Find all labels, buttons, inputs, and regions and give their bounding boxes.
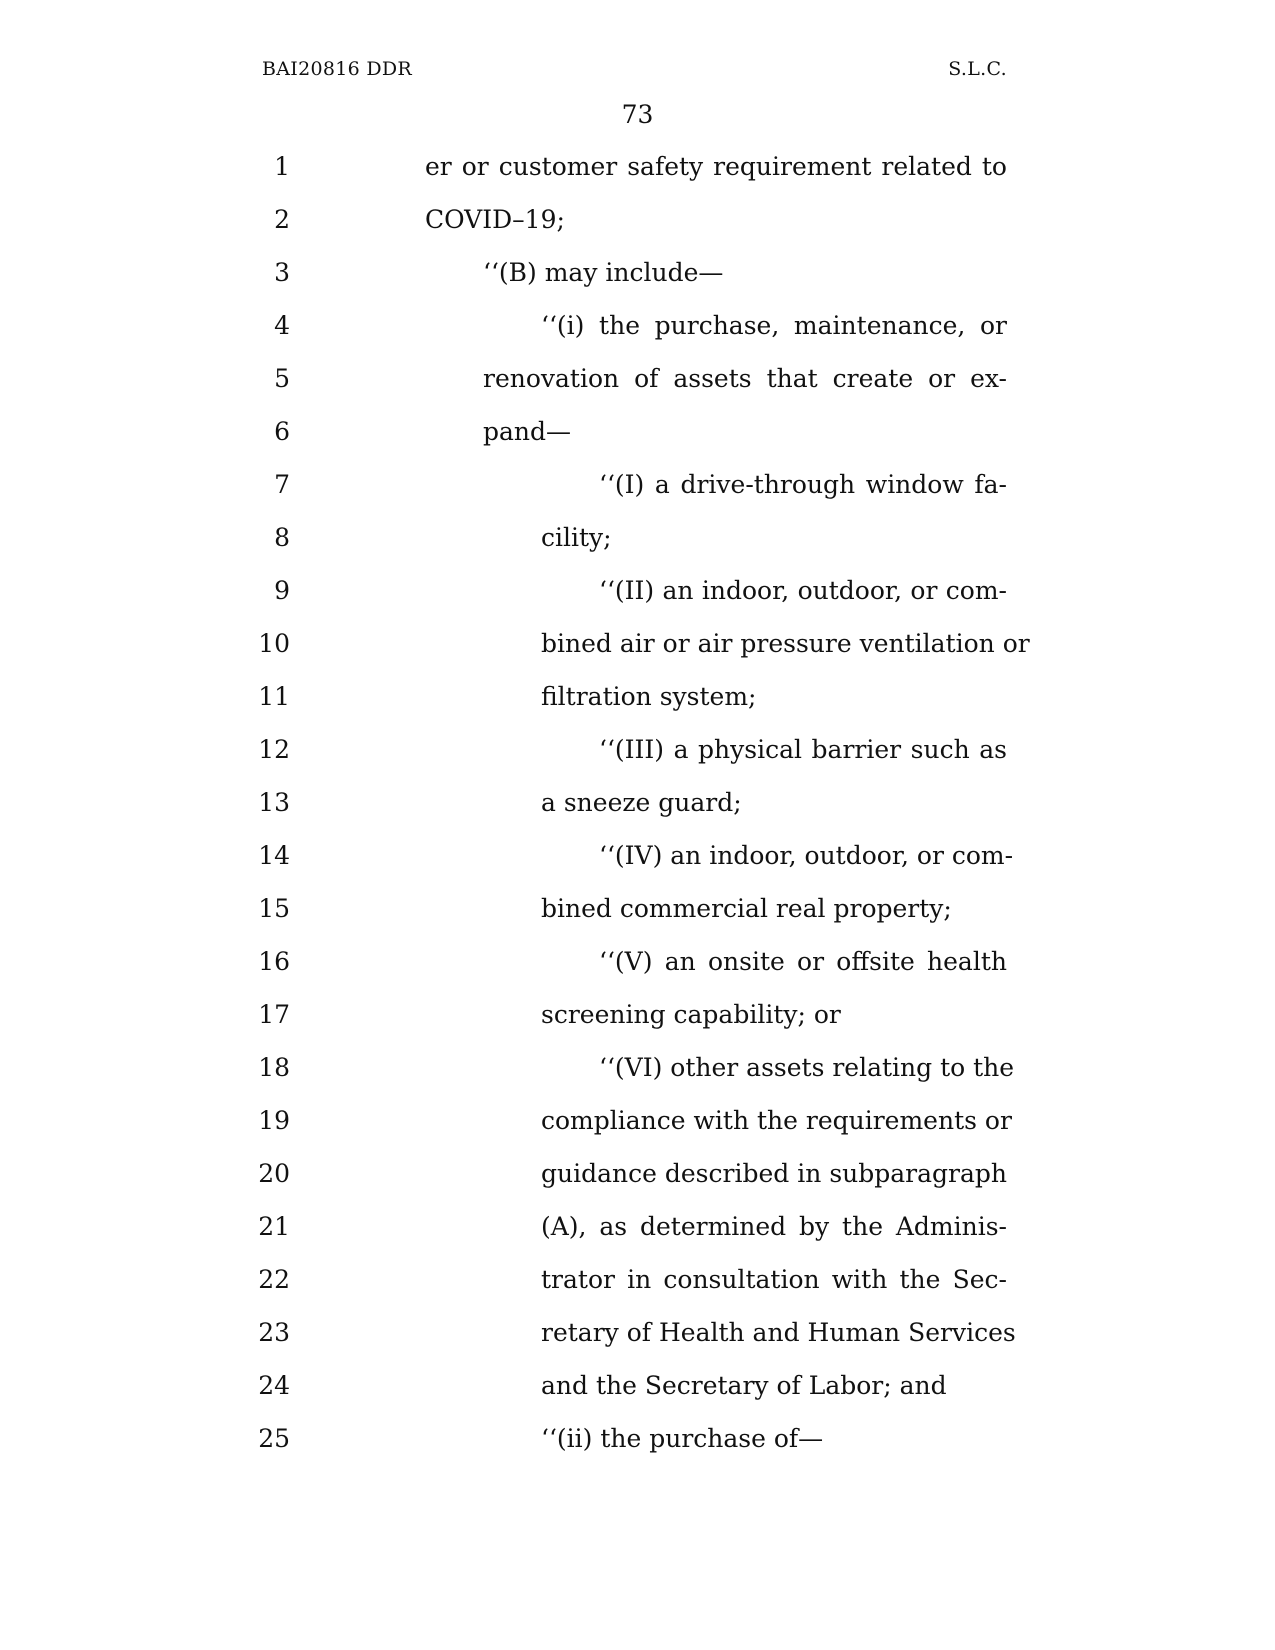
line-number: 10	[258, 629, 290, 658]
line-text: pand—	[483, 417, 572, 446]
line-number: 15	[258, 894, 290, 923]
line-number: 1	[274, 152, 290, 181]
line-number: 19	[258, 1106, 290, 1135]
text-line	[0, 1159, 1275, 1213]
line-text: cility;	[541, 523, 612, 552]
line-text: ‘‘(V) an onsite or offsite health	[599, 947, 1007, 976]
line-number: 5	[274, 364, 290, 393]
text-line	[0, 417, 1275, 471]
text-line	[0, 735, 1275, 789]
text-line	[0, 629, 1275, 683]
line-text: ‘‘(ii) the purchase of—	[541, 1424, 824, 1453]
line-number: 17	[258, 1000, 290, 1029]
line-number: 25	[258, 1424, 290, 1453]
line-number: 12	[258, 735, 290, 764]
text-line	[0, 576, 1275, 630]
line-text: ‘‘(IV) an indoor, outdoor, or com-	[599, 841, 1014, 870]
line-number: 11	[258, 682, 290, 711]
text-line	[0, 470, 1275, 524]
line-number: 2	[274, 205, 290, 234]
line-number: 9	[274, 576, 290, 605]
text-line	[0, 364, 1275, 418]
page-number: 73	[621, 100, 654, 129]
line-text: compliance with the requirements or	[541, 1106, 1012, 1135]
line-number: 3	[274, 258, 290, 287]
line-text: guidance described in subparagraph	[541, 1159, 1007, 1188]
text-line	[0, 523, 1275, 577]
document-id: BAI20816 DDR	[262, 58, 413, 80]
text-line	[0, 205, 1275, 259]
text-line	[0, 788, 1275, 842]
line-text: bined air or air pressure ventilation or	[541, 629, 1030, 658]
line-number: 7	[274, 470, 290, 499]
text-line	[0, 311, 1275, 365]
text-line	[0, 841, 1275, 895]
text-line	[0, 258, 1275, 312]
line-number: 4	[274, 311, 290, 340]
line-text: filtration system;	[541, 682, 757, 711]
text-line	[0, 1053, 1275, 1107]
line-number: 13	[258, 788, 290, 817]
line-text: retary of Health and Human Services	[541, 1318, 1016, 1347]
line-number: 8	[274, 523, 290, 552]
line-text: er or customer safety requirement related to	[425, 152, 1007, 181]
line-number: 18	[258, 1053, 290, 1082]
text-line	[0, 1318, 1275, 1372]
line-text: COVID–19;	[425, 205, 565, 234]
text-line	[0, 1106, 1275, 1160]
line-text: trator in consultation with the Sec-	[541, 1265, 1007, 1294]
text-line	[0, 947, 1275, 1001]
line-text: a sneeze guard;	[541, 788, 742, 817]
line-text: renovation of assets that create or ex-	[483, 364, 1007, 393]
office-code: S.L.C.	[948, 58, 1007, 80]
text-line	[0, 1212, 1275, 1266]
line-text: screening capability; or	[541, 1000, 841, 1029]
text-line	[0, 894, 1275, 948]
line-text: ‘‘(II) an indoor, outdoor, or com-	[599, 576, 1007, 605]
text-line	[0, 682, 1275, 736]
text-line	[0, 1000, 1275, 1054]
line-text: ‘‘(III) a physical barrier such as	[599, 735, 1007, 764]
line-text: ‘‘(I) a drive-through window fa-	[599, 470, 1007, 499]
line-number: 14	[258, 841, 290, 870]
line-number: 22	[258, 1265, 290, 1294]
text-line	[0, 152, 1275, 206]
text-line	[0, 1265, 1275, 1319]
line-text: ‘‘(i) the purchase, maintenance, or	[541, 311, 1007, 340]
line-number: 21	[258, 1212, 290, 1241]
line-text: ‘‘(B) may include—	[483, 258, 724, 287]
line-number: 16	[258, 947, 290, 976]
line-text: and the Secretary of Labor; and	[541, 1371, 947, 1400]
text-line	[0, 1424, 1275, 1478]
line-number: 23	[258, 1318, 290, 1347]
line-text: (A), as determined by the Adminis-	[541, 1212, 1007, 1241]
line-number: 24	[258, 1371, 290, 1400]
line-text: ‘‘(VI) other assets relating to the	[599, 1053, 1015, 1082]
text-line	[0, 1371, 1275, 1425]
line-number: 6	[274, 417, 290, 446]
line-text: bined commercial real property;	[541, 894, 952, 923]
line-number: 20	[258, 1159, 290, 1188]
